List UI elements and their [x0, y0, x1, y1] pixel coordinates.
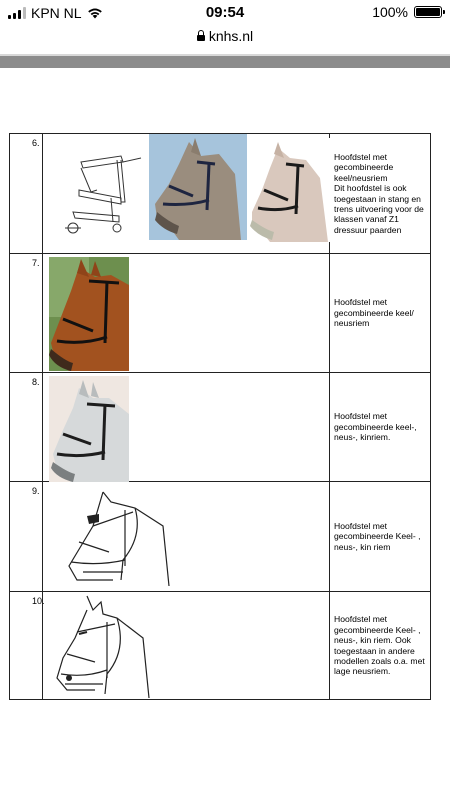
bridle-drawing-image [51, 142, 147, 242]
battery-fill [416, 8, 440, 16]
battery-icon [414, 6, 442, 18]
status-right [372, 4, 442, 20]
row-number: 9. [10, 482, 43, 592]
battery-percent: 100% [372, 4, 408, 20]
page-header-bar [0, 56, 450, 68]
row-number: 10. [10, 592, 43, 700]
horse-sketch-bridle-image [63, 486, 173, 586]
url-text[interactable]: knhs.nl [208, 28, 254, 44]
description-text: Hoofdstel met gecombineerde keel/neusriem Dit hoofdstel is ook toegestaan in stang en trens uitvoering voor de klassen vanaf Z1 dressuur paarden [334, 151, 424, 235]
horse-sketch-lowered-noseband-image [53, 594, 153, 698]
table-row [10, 134, 431, 254]
row-number: 6. [10, 134, 43, 254]
horse-photo-chestnut-image [49, 257, 129, 371]
row-number: 8. [10, 373, 43, 482]
bridle-table [9, 133, 431, 700]
table-row [10, 254, 431, 373]
row-description [330, 482, 431, 592]
row-images [43, 482, 330, 592]
table-row [10, 482, 431, 592]
address-bar[interactable] [0, 24, 450, 48]
row-description [330, 134, 431, 254]
row-number: 7. [10, 254, 43, 373]
carrier-label: KPN NL [31, 5, 82, 21]
description-text: Hoofdstel met gecombineerde keel-, neus-, kinriem. [334, 411, 417, 443]
row-images [43, 592, 330, 700]
description-text: Hoofdstel met gecombineerde Keel- , neus-, kin riem. Ook toegestaan in andere modellen zoals o.a. met lage neusriem. [334, 614, 425, 677]
row-description [330, 254, 431, 373]
table-row [10, 373, 431, 482]
clock: 09:54 [205, 4, 245, 21]
horse-photo-grey-image [49, 376, 129, 482]
status-bar [0, 0, 450, 24]
lock-icon [197, 35, 205, 41]
row-images [43, 134, 330, 254]
row-images [43, 254, 330, 373]
horse-drawing-bridle-image [248, 138, 330, 242]
row-images [43, 373, 330, 482]
row-description [330, 592, 431, 700]
table-row [10, 592, 431, 700]
row-description [330, 373, 431, 482]
horse-photo-blue-bridle-image [149, 134, 247, 240]
description-text: Hoofdstel met gecombineerde Keel- , neus-, kin riem [334, 520, 421, 552]
description-text: Hoofdstel met gecombineerde keel/ neusriem [334, 297, 414, 329]
